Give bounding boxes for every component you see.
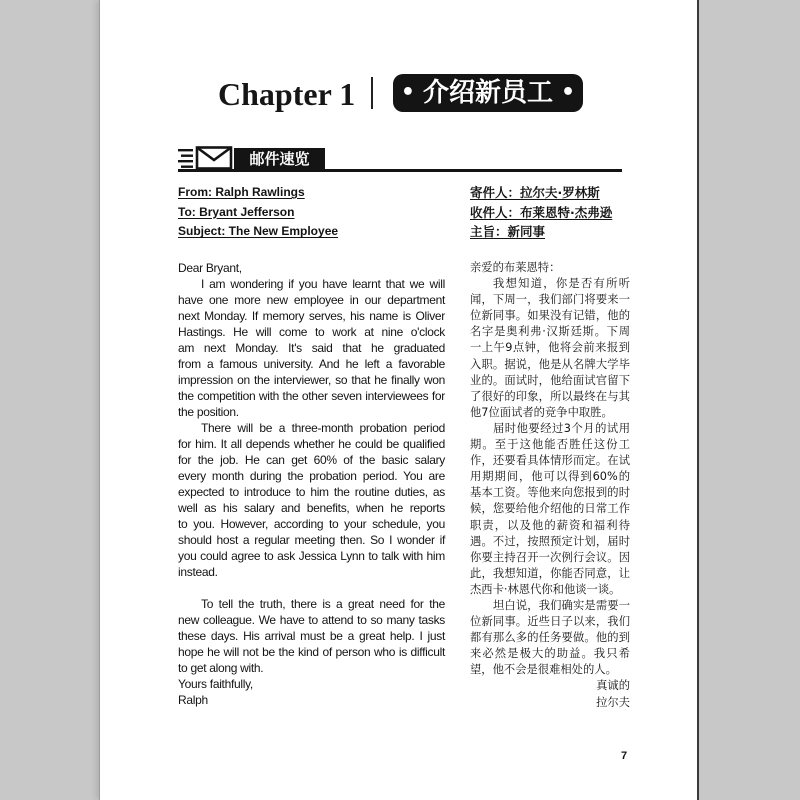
- page-number: 7: [621, 750, 628, 762]
- en-paragraph: [178, 596, 445, 676]
- zh-body-line: 位新同事。近些日子以来，我们: [470, 615, 630, 629]
- zh-body-line: 位新同事。如果没有记错，他的: [470, 309, 630, 323]
- en-paragraph: [178, 276, 445, 420]
- email-header-zh: [470, 183, 612, 242]
- title-separator: [371, 77, 373, 109]
- en-body-line: the competition with the other seven interviewees for: [178, 389, 445, 403]
- en-body-line: new colleague. We have to attend to so many tasks: [178, 613, 445, 627]
- subject-line: Subject: The New Employee: [178, 224, 339, 238]
- en-body-line: have one more new employee in our department: [178, 293, 445, 307]
- zh-body-line: 届时他要经过3个月的试用: [493, 421, 630, 435]
- en-body-line: to get along with.: [178, 661, 264, 675]
- zh-body-line: 你要主持召开一次例行会议。因: [470, 550, 630, 564]
- zh-body-line: 我想知道，你是否有所听: [493, 277, 630, 291]
- en-body-line: well as his salary and benefits, when he reports: [178, 501, 445, 515]
- zh-closing: 真诚的: [596, 679, 630, 693]
- en-body-line: am next Monday. It's said that he graduated: [178, 341, 445, 355]
- chapter-name: 介绍新员工: [422, 78, 553, 108]
- zh-body-line: 杰西卡·林恩代你和他谈一谈。: [470, 582, 621, 596]
- zh-body-line: 一上午9点钟，他将会前来报到: [470, 341, 630, 355]
- en-body-line: I am wondering if you have learnt that we will: [201, 277, 445, 291]
- en-body-line: There will be a three-month probation period: [201, 421, 445, 435]
- en-signature: Ralph: [178, 693, 208, 707]
- en-closing: Yours faithfully,: [178, 677, 253, 691]
- zh-body-line: 闻，下周一，我们部门将要来一: [470, 293, 630, 307]
- section-label: 邮件速览: [234, 148, 325, 170]
- zh-body-line: 作，还要看具体情形而定。在试: [470, 454, 630, 468]
- zh-body-line: 遇。不过，按照预定计划，届时: [470, 534, 630, 548]
- en-body-line: expected to introduce to him the routine duties, as: [178, 485, 445, 499]
- en-body-line: these days. His arrival must be a great help. I just: [178, 629, 445, 643]
- en-body-line: should host a regular meeting then. So I wonder if: [178, 533, 445, 547]
- en-body-line: next Monday. If memory serves, his name is Oliver: [178, 309, 445, 323]
- zh-body-line: 名字是奥利弗·汉斯廷斯。下周: [470, 325, 630, 339]
- zh-body-line: 用期期间，他可以得到60%的: [470, 470, 630, 484]
- zh-paragraph: [470, 421, 630, 598]
- zh-paragraph: [470, 276, 630, 421]
- en-body-line: Hastings. He will come to work at nine o'clock: [178, 325, 445, 339]
- zh-body-line: 业的。面试时，他给面试官留下: [470, 373, 630, 387]
- from-line: From: Ralph Rawlings: [178, 185, 305, 199]
- en-body-line: instead.: [178, 565, 218, 579]
- zh-body-line: 入职。据说，他是从名牌大学毕: [470, 357, 630, 371]
- chapter-name-badge: [393, 74, 583, 112]
- en-body-line: you could agree to ask Jessica Lynn to talk with him: [178, 549, 445, 563]
- zh-body-line: 期。至于这他能否胜任这份工: [470, 438, 630, 452]
- en-body-line: impression on the interviewer, so that he finally won: [178, 373, 445, 387]
- to-line-zh: 收件人：布莱恩特·杰弗逊: [470, 204, 613, 220]
- en-body-line: To tell the truth, there is a great need for the: [201, 597, 445, 611]
- bullet-left: •: [400, 80, 415, 105]
- zh-body-line: 坦白说，我们确实是需要一: [493, 598, 630, 612]
- zh-body-line: 他7位面试者的竞争中取胜。: [470, 405, 613, 419]
- subject-line-zh: 主旨：新同事: [470, 224, 546, 239]
- section-rule: [178, 169, 622, 172]
- email-header-en: [178, 183, 338, 242]
- en-salutation: Dear Bryant,: [178, 261, 242, 275]
- zh-salutation: 亲爱的布莱恩特：: [470, 261, 561, 274]
- en-body-line: the position.: [178, 405, 239, 419]
- en-body-line: for the job. He can get 60% of the basic salary: [178, 453, 445, 467]
- zh-signature: 拉尔夫: [596, 695, 630, 709]
- zh-body-line: 职责，以及他的薪资和福利待: [470, 518, 630, 532]
- zh-body-line: 望，他不会是很难相处的人。: [470, 663, 617, 677]
- to-line: To: Bryant Jefferson: [178, 204, 295, 219]
- email-body-zh: [470, 260, 630, 711]
- bullet-right: •: [561, 80, 576, 105]
- from-line-zh: 寄件人：拉尔夫·罗林斯: [470, 185, 600, 200]
- en-body-line: hope he will not be the kind of person who is difficult: [178, 645, 445, 659]
- mail-icon: [178, 146, 234, 170]
- email-body-en: [178, 260, 445, 708]
- chapter-title: Chapter 1: [218, 76, 356, 112]
- book-page: [100, 0, 699, 800]
- en-body-line: every month during the probation period. You are: [178, 469, 445, 483]
- en-body-line: to you. However, according to your schedule, you: [178, 517, 445, 531]
- zh-paragraph: [470, 598, 630, 678]
- zh-body-line: 都有那么多的任务要做。他的到: [470, 631, 630, 645]
- zh-body-line: 此，我想知道，你能否同意，让: [470, 566, 630, 580]
- zh-body-line: 候，您要给他介绍他的日常工作: [470, 502, 630, 516]
- zh-body-line: 来必然是极大的助益。我只希: [470, 647, 630, 661]
- en-body-line: for him. It all depends whether he could be qualified: [178, 437, 445, 451]
- zh-body-line: 基本工资。等他来向您报到的时: [470, 486, 630, 500]
- en-paragraph: [178, 420, 445, 580]
- zh-body-line: 了很好的印象，所以最终在与其: [470, 389, 630, 403]
- en-body-line: from a famous university. And he left a favorable: [178, 357, 445, 371]
